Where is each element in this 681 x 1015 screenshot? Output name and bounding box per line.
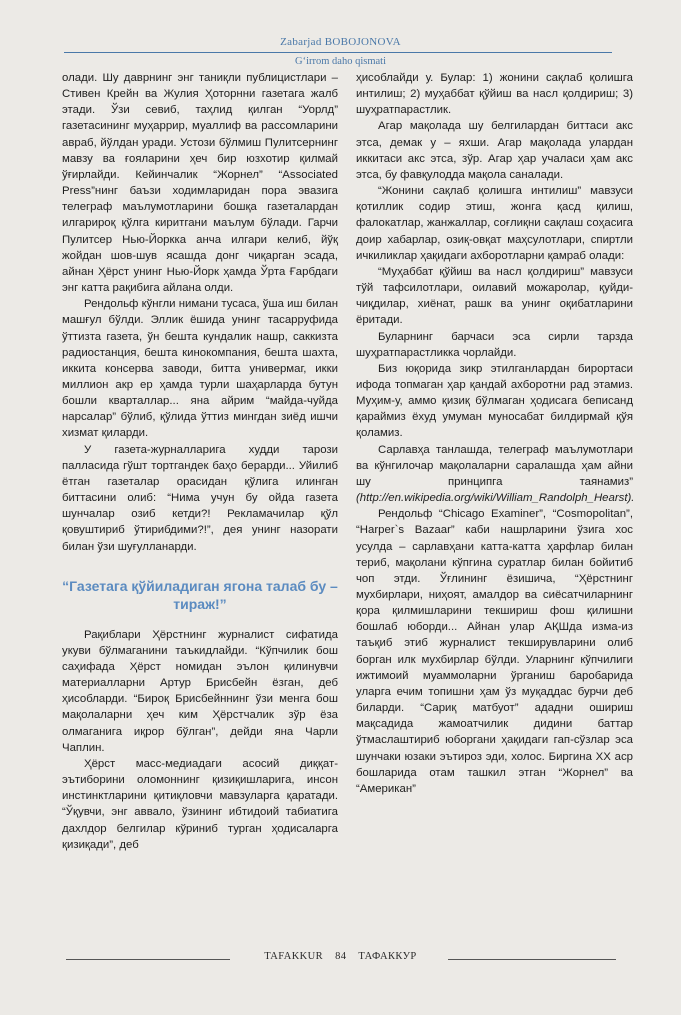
- right-paragraph-3: “Жонини сақлаб қолишга интилиш” мавзуси қотиллик содир этиш, жонга қасд қилиш, фалокатлар, жанжаллар, соғлиқни сақлаш соҳасига доир хабарлар, озиқ-овқат маҳсулотлари, спиртли ичкиликлар ҳақидаги ахборотларни қамраб олади:: [356, 185, 633, 262]
- footer-text: [0, 951, 681, 962]
- page-footer: [0, 950, 681, 970]
- right-paragraph-5: Буларнинг барчаси эса сирли тарзда шуҳратпарастликка чорлайди.: [356, 330, 633, 359]
- right-column: [356, 70, 633, 797]
- header-divider: [64, 52, 612, 53]
- left-paragraph-2: Рендольф кўнгли нимани тусаса, ўша иш билан машғул бўлди. Эллик ёшида унинг тасарруфида ўттизта газета, ўн бешта кундалик нашр, саккизта радиостанция, бешта кинокомпания, бешта шахта, иккита консерва заводи, битта универмаг, икки миллион акр ер ҳамда турли шаҳарларда бутун бошли кварталлар... яна айрим “майда-чуйда нарсалар” бўлиб, қўлида ўттиз мингдан зиёд ишчи хизмат қиларди.: [62, 298, 338, 440]
- left-column: [62, 70, 338, 853]
- footer-magazine-cyrillic: ТАФАККУР: [358, 951, 417, 962]
- right-paragraph-4: “Муҳаббат қўйиш ва насл қолдириш” мавзуси тўй тафсилотлари, оилавий можаролар, қуйди-чиқдилар, хиёнат, рашк ва унинг оқибатларини ёритади.: [356, 265, 633, 327]
- footer-rule-right: [448, 959, 616, 960]
- right-paragraph-7-text: Сарлавҳа танлашда, телеграф маълумотлари ва кўнгилочар мақолаларни саралашда ҳам айни шу принципга таянамиз”: [356, 443, 633, 488]
- right-paragraph-2: Агар мақолада шу белгилардан биттаси акс этса, демак у – яхши. Агар мақолада улардан иккитаси акс этса, зўр. Агар ҳар учаласи ҳам акс этса, бу фавқулодда мақола саналади.: [356, 120, 633, 181]
- left-paragraph-1: олади. Шу даврнинг энг таниқли публицистлари – Стивен Крейн ва Жулия Ҳоторнни газетага жалб этади. Ўзи севиб, таҳлид қилган “Уорлд” газетасининг муҳаррир, муаллиф ва рассомларини авраб, йўлдан уради. Устози бўлмиш Пулитсернинг мавзу ва ғояларини ҳеч бир юзхотир қилмай ўғирлайди. Кейинчалик “Жорнел” “Associated Press”нинг баъзи ходимларидан пора эвазига телеграф маълумотларини бошқа газеталардан илгарироқ қўлга киритгани маълум бўлади. Гарчи Пулитсер Нью-Йоркка анча илгари келиб, йўқ жойдан шов-шув ясашда донг чиқарган эсада, айнан Ҳёрст унинг Нью-Йорк ҳамда Ўрта Ғарбдаги энг катта рақибига айлана олди.: [62, 72, 338, 295]
- right-paragraph-1: ҳисоблайди у. Булар: 1) жонини сақлаб қолишга интилиш; 2) муҳаббат қўйиш ва насл қолдириш; 3) шуҳратпарастлик.: [356, 72, 633, 117]
- right-paragraph-6: Биз юқорида зикр этилганлардан бирортаси ифода топмаган ҳар қандай ахборотни рад этамиз. Муҳим-у, аммо қизиқ бўлмаган ҳодисага беписанд қараймиз ёхуд умуман муносабат билдирмай қўя қоламиз.: [356, 362, 633, 440]
- left-paragraph-5: Ҳёрст масс-медиадаги асосий диққат-эътиборини оломоннинг қизиқишларига, инсон инстинктларини қитиқловчи мавзуларга қаратади. “Ўқувчи, энг аввало, ўзининг ибтидоий табиатига дахлдор белгилар кўриниб турган ҳодисаларга қизиқади”, деб: [62, 757, 338, 851]
- page-number: 84: [335, 951, 347, 962]
- source-url: (http://en.wikipedia.org/wiki/William_Randolph_Hearst).: [356, 492, 635, 505]
- left-paragraph-4: Рақиблари Ҳёрстнинг журналист сифатида укуви бўлмаганини таъкидлайди. “Кўпчилик бош саҳифада Ҳёрст номидан эълон қилинувчи материалларни Артур Брисбейн ёзган, деб ҳисобларди. “Бироқ Брисбейннинг ўзи менга бош мақолаларни ҳеч ким Ҳёрстчалик зўр ёза олмаганига иқрор бўлган”, дейди яна Чарли Чаплин.: [62, 628, 338, 754]
- footer-magazine-latin: TAFAKKUR: [264, 951, 324, 962]
- left-paragraph-3: У газета-журналларига худди тарози палласида гўшт тортгандек баҳо берарди... Уйилиб ётган газеталар орасидан қўлига илинган биттасини олиб: “Нима учун бу ойда газета шунчалар озиб кетди?! Рекламачилар қўл қовуштириб ўтирибдими?!”, дея унинг назорати билан ўзи шуғулланарди.: [62, 443, 338, 553]
- header-section-title: G‘irrom daho qismati: [295, 56, 386, 67]
- right-paragraph-8: Рендольф “Chicago Examiner”, “Cosmopolitan”, “Harper`s Bazaar” каби нашрларини ўзига хос усулда – сарлавҳани катта-катта ҳарфлар билан териб, мақолани кўпгина суратлар билан бойитиб чоп этди. Ўғлининг ёзишича, “Ҳёрстнинг мухбирлари, ниҳоят, амалдор ва сиёсатчиларнинг қора қилмишларини текшириш фош қилишни бошлаб юборди... Айнан улар АҚШда изма-из таъқиб этиб журналист текширувларини олиб борган илк мухбирлар бўлди. Уларнинг кўпчилиги ижтимоий муаммоларни ўрганиш баробарида уларга ечим топишни ҳам ўз муқаддас бурчи деб биларди. “Сариқ матбуот” ададни ошириш мақсадида жамоатчилик дидини баттар ўтмаслаштириб юборгани ҳақидаги гап-сўзлар эса шунчаки юзаки эътироз эди, холос. Биргина XX аср бошларида отам ташкил этган “Жорнел” ва “Американ”: [356, 508, 633, 795]
- right-paragraph-7: [356, 442, 633, 507]
- subheading: “Газетага қўйиладиган ягона талаб бу – тираж!”: [62, 577, 338, 612]
- header-author: Zabarjad BOBOJONOVA: [280, 36, 401, 48]
